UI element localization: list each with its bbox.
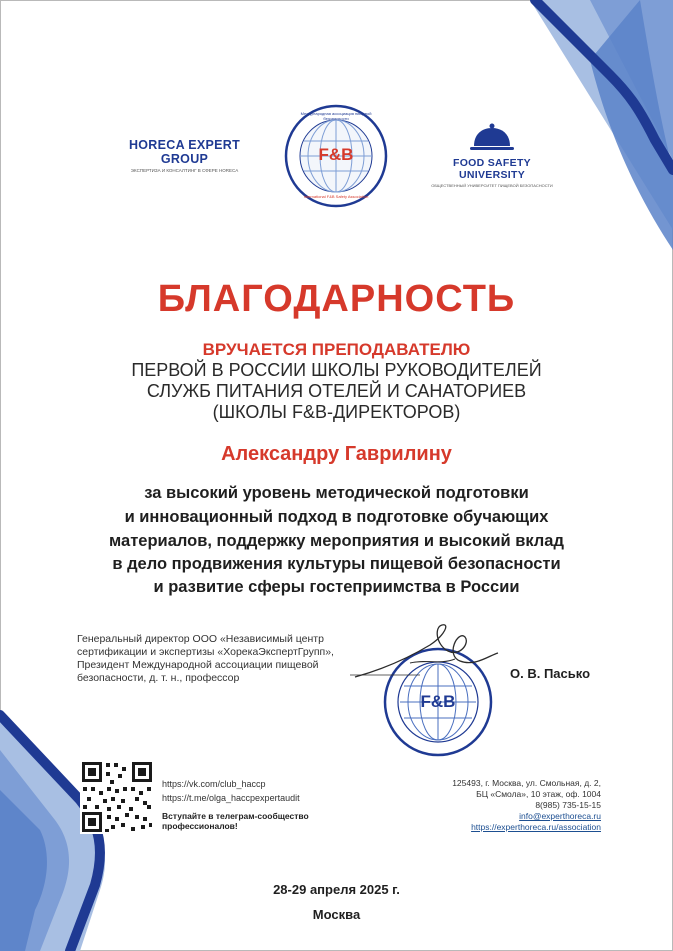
- telegram-call-line-1: Вступайте в телеграм-сообщество: [162, 811, 309, 821]
- program-line-1: ПЕРВОЙ В РОССИИ ШКОЛЫ РУКОВОДИТЕЛЕЙ: [131, 360, 542, 380]
- position-line-1: Генеральный директор ООО «Независимый центр: [77, 633, 324, 645]
- event-dates: 28-29 апреля 2025 г.: [273, 882, 400, 897]
- fsu-logo-name: FOOD SAFETY UNIVERSITY: [453, 157, 531, 181]
- telegram-call-line-2: профессионалов!: [162, 821, 238, 831]
- signatory-name: О. В. Пасько: [510, 666, 591, 681]
- program-line-2: СЛУЖБ ПИТАНИЯ ОТЕЛЕЙ И САНАТОРИЕВ: [146, 381, 527, 401]
- merit-line-1: за высокий уровень методической подготовки: [144, 484, 529, 502]
- qr-code[interactable]: [80, 760, 154, 834]
- address-block: [452, 778, 601, 833]
- signatory-position: [77, 633, 367, 685]
- fb-seal-logo: [283, 103, 389, 209]
- website-link[interactable]: https://experthoreca.ru/association: [471, 822, 601, 832]
- position-line-3: Президент Международной ассоциации пищевой: [77, 659, 319, 671]
- horeca-logo-name: HORECA EXPERT GROUP: [128, 138, 241, 166]
- event-city: Москва: [312, 907, 361, 922]
- cloche-icon: [469, 122, 515, 152]
- handwritten-signature: [350, 615, 500, 690]
- address-line-1: 125493, г. Москва, ул. Смольная, д. 2,: [452, 778, 601, 788]
- merit-line-2: и инновационный подход в подготовке обучающих: [124, 508, 549, 526]
- email-link[interactable]: info@experthoreca.ru: [519, 811, 601, 821]
- program-line-3: (ШКОЛЫ F&B-ДИРЕКТОРОВ): [212, 402, 461, 422]
- fb-seal-top-text: Международная ассоциация пищевой безопасности: [300, 111, 372, 121]
- phone: 8(985) 735-15-15: [535, 800, 601, 810]
- vk-link[interactable]: https://vk.com/club_haccp: [162, 779, 266, 789]
- merit-line-3: материалов, поддержку мероприятия и высокий вклад: [109, 532, 564, 550]
- horeca-logo: [112, 138, 257, 173]
- telegram-link[interactable]: https://t.me/olga_haccpexpertaudit: [162, 793, 300, 803]
- awarded-to-label: ВРУЧАЕТСЯ ПРЕПОДАВАТЕЛЮ: [202, 340, 471, 359]
- fsu-logo: [422, 122, 562, 188]
- position-line-2: сертификации и экспертизы «ХорекаЭкспертГрупп»,: [77, 646, 334, 658]
- social-links: [162, 779, 309, 831]
- address-line-2: БЦ «Смола», 10 этаж, оф. 1004: [476, 789, 601, 799]
- fsu-logo-tagline: ОБЩЕСТВЕННЫЙ УНИВЕРСИТЕТ ПИЩЕВОЙ БЕЗОПАСНОСТИ: [431, 183, 553, 188]
- position-line-4: безопасности, д. т. н., профессор: [77, 672, 240, 684]
- fb-seal-center: F&B: [318, 145, 354, 164]
- certificate-title: БЛАГОДАРНОСТЬ: [157, 278, 516, 320]
- recipient-name: Александру Гаврилину: [221, 443, 452, 465]
- merit-line-5: и развитие сферы гостеприимства в России: [153, 578, 520, 596]
- horeca-logo-tagline: ЭКСПЕРТИЗА И КОНСАЛТИНГ В СФЕРЕ HORECA: [130, 168, 239, 173]
- merit-line-4: в дело продвижения культуры пищевой безопасности: [112, 555, 561, 573]
- fb-seal-bottom-text: International F&B Safety Association: [303, 194, 369, 199]
- stamp-center: F&B: [420, 692, 456, 711]
